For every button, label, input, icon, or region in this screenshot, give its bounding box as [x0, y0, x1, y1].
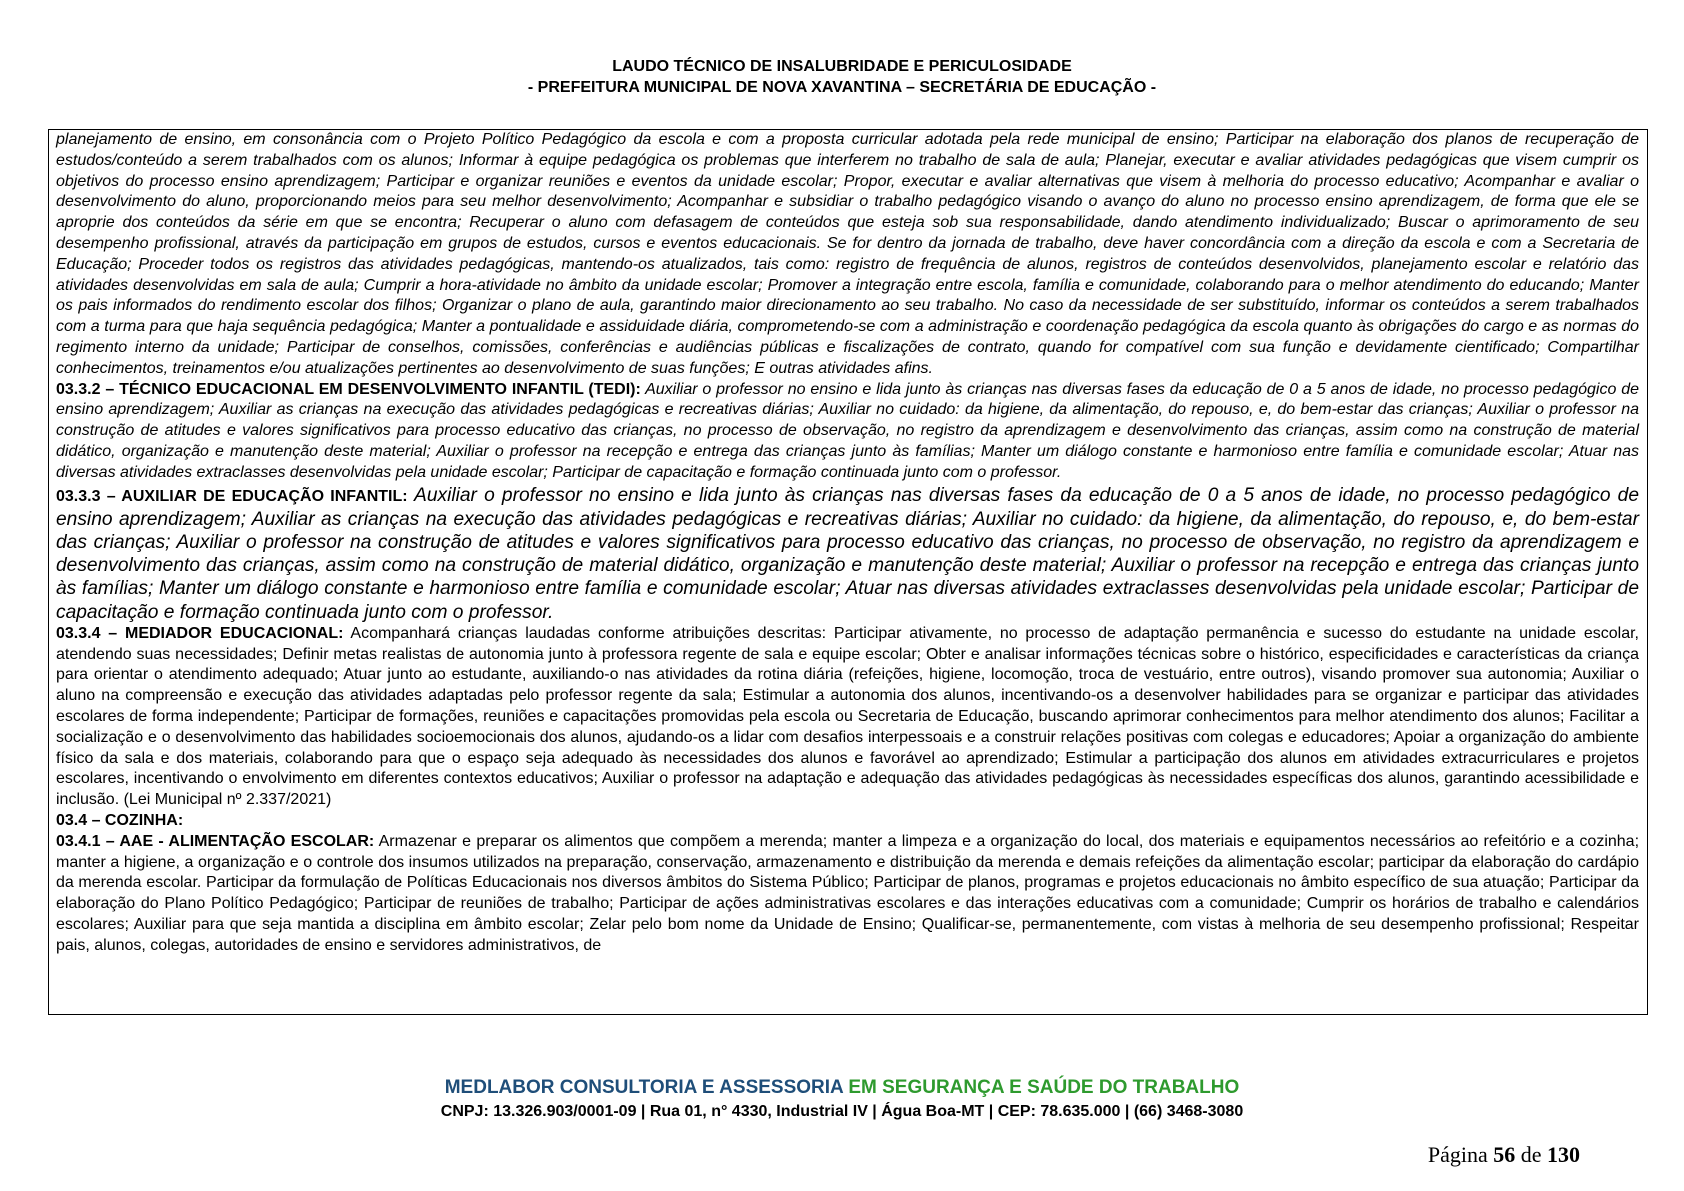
footer-address: CNPJ: 13.326.903/0001-09 | Rua 01, n° 4330, Industrial IV | Água Boa-MT | CEP: 78.635.000 | (66) 3468-3080 [440, 1103, 1244, 1120]
page-number [1428, 1141, 1580, 1169]
page-label: Página [1427, 1142, 1494, 1167]
page-current: 56 [1493, 1142, 1516, 1167]
section-3-3-3 [56, 484, 1639, 624]
header-subtitle: - PREFEITURA MUNICIPAL DE NOVA XAVANTINA – SECRETÁRIA DE EDUCAÇÃO - [527, 79, 1157, 96]
header-title: LAUDO TÉCNICO DE INSALUBRIDADE E PERICULOSIDADE [612, 58, 1072, 75]
section-3-3-4-title: 03.3.4 – MEDIADOR EDUCACIONAL: [56, 624, 344, 642]
section-3-3-2 [56, 380, 1639, 484]
section-3-4-1-title: 03.4.1 – AAE - ALIMENTAÇÃO ESCOLAR: [56, 832, 375, 850]
paragraph-continuation: planejamento de ensino, em consonância com o Projeto Político Pedagógico da escola e com a proposta curricular adotada pela rede municipal de ensino; Participar na elaboração dos planos de recuperação de estudos/conteúdo a serem trabalhados com os alunos; Informar à equipe pedagógica os problemas que interferem no trabalho de sala de aula; Planejar, executar e avaliar atividades pedagógicas que visem cumprir os objetivos do processo ensino aprendizagem; Participar e organizar reuniões e eventos da unidade escolar; Propor, executar e avaliar alternativas que visem à melhoria do processo educativo; Acompanhar e avaliar o desenvolvimento do aluno, proporcionando meios para seu melhor desenvolvimento; Acompanhar e subsidiar o trabalho pedagógico visando o avanço do aluno no processo ensino aprendizagem, de forma que ele se aproprie dos conteúdos da série em que se encontra; Recuperar o aluno com defasagem de conteúdos que esteja sob sua responsabilidade, dando atendimento individualizado; Buscar o aprimoramento de seu desempenho profissional, através da participação em grupos de estudos, cursos e eventos educacionais. Se for dentro da jornada de trabalho, deve haver concordância com a direção da escola e com a Secretaria de Educação; Proceder todos os registros das atividades pedagógicas, mantendo-os atualizados, tais como: registro de frequência de alunos, registros de conteúdos desenvolvidos, planejamento escolar e relatório das atividades desenvolvidas em sala de aula; Cumprir a hora-atividade no âmbito da unidade escolar; Promover a integração entre escola, família e comunidade, colaborando para o melhor atendimento do educando; Manter os pais informados do rendimento escolar dos filhos; Organizar o plano de aula, garantindo maior direcionamento ao seu trabalho. No caso da necessidade de ser substituído, informar os conteúdos a serem trabalhados com a turma para que haja sequência pedagógica; Manter a pontualidade e assiduidade diária, comprometendo-se com a administração e coordenação pedagógica da escola quanto às obrigações do cargo e as normas do regimento interno da unidade; Participar de conselhos, comissões, conferências e audiências públicas e fiscalizações de contrato, quando for compatível com sua função e devidamente cientificado; Compartilhar conhecimentos, treinamentos e/ou atualizações pertinentes ao desenvolvimento de suas funções; E outras atividades afins. [56, 131, 1639, 377]
section-3-3-3-title: 03.3.3 – AUXILIAR DE EDUCAÇÃO INFANTIL: [56, 487, 408, 505]
footer-company [0, 1076, 1684, 1100]
section-3-4-1 [56, 832, 1639, 957]
content-frame [48, 129, 1648, 1015]
section-3-3-4 [56, 624, 1639, 811]
footer-company-tagline: EM SEGURANÇA E SAÚDE DO TRABALHO [843, 1077, 1240, 1098]
section-3-4-1-text: Armazenar e preparar os alimentos que compõem a merenda; manter a limpeza e a organização do local, dos materiais e equipamentos necessários ao refeitório e a cozinha; manter a higiene, a organização e o controle dos insumos utilizados na preparação, conservação, armazenamento e distribuição da merenda e demais refeições da alimentação escolar; participar da elaboração do cardápio da merenda escolar. Participar da formulação de Políticas Educacionais nos diversos âmbitos do Sistema Público; Participar de planos, programas e projetos educacionais no âmbito específico de sua atuação; Participar da elaboração do Plano Político Pedagógico; Participar de reuniões de trabalho; Participar de ações administrativas escolares e das interações educativas com a comunidade; Cumprir os horários de trabalho e calendários escolares; Auxiliar para que seja mantida a disciplina em âmbito escolar; Zelar pelo bom nome da Unidade de Ensino; Qualificar-se, permanentemente, com vistas à melhoria de seu desempenho profissional; Respeitar pais, alunos, colegas, autoridades de ensino e servidores administrativos, de [56, 832, 1640, 954]
document-header [0, 56, 1684, 98]
page-separator: de [1515, 1142, 1547, 1167]
section-3-3-2-title: 03.3.2 – TÉCNICO EDUCACIONAL EM DESENVOLVIMENTO INFANTIL (TEDI): [56, 380, 641, 398]
section-3-4-title: 03.4 – COZINHA: [56, 811, 184, 829]
section-3-3-3-text: Auxiliar o professor no ensino e lida junto às crianças nas diversas fases da educação de 0 a 5 anos de idade, no processo pedagógico de ensino aprendizagem; Auxiliar as crianças na execução das atividades pedagógicas e recreativas diárias; Auxiliar no cuidado: da higiene, da alimentação, do repouso, e, do bem-estar das crianças; Auxiliar o professor na construção de atitudes e valores significativos para processo educativo das crianças, no processo de observação, no registro da aprendizagem e desenvolvimento das crianças, assim como na construção de material didático, organização e manutenção deste material; Auxiliar o professor na recepção e entrega das crianças junto às famílias; Manter um diálogo constante e harmonioso entre família e comunidade escolar; Atuar nas diversas atividades extraclasses desenvolvidas pela unidade escolar; Participar de capacitação e formação continuada junto com o professor. [56, 484, 1639, 623]
section-3-3-4-text: Acompanhará crianças laudadas conforme atribuições descritas: Participar ativamente, no processo de adaptação permanência e sucesso do estudante na unidade escolar, atendendo suas necessidades; Definir metas realistas de autonomia junto à professora regente de sala e equipe escolar; Obter e analisar informações técnicas sobre o histórico, especificidades e características da criança para orientar o atendimento adequado; Atuar junto ao estudante, auxiliando-o nas atividades da rotina diária (refeições, higiene, locomoção, troca de vestuário, entre outros), visando promover sua autonomia; Auxiliar o aluno na compreensão e execução das atividades adaptadas pelo professor regente da sala; Estimular a autonomia dos alunos, incentivando-os a desenvolver habilidades para se organizar e participar das atividades escolares de forma independente; Participar de formações, reuniões e capacitações promovidas pela escola ou Secretaria de Educação, buscando aprimorar conhecimentos para melhor atendimento dos alunos; Facilitar a socialização e o desenvolvimento das habilidades socioemocionais dos alunos, ajudando-os a lidar com desafios interpessoais e a construir relações positivas com colegas e educadores; Apoiar a organização do ambiente físico da sala e dos materiais, colaborando para que o espaço seja adequado às necessidades dos alunos e favorável ao aprendizado; Estimular a participação dos alunos em atividades extracurriculares e projetos escolares, incentivando o envolvimento em diferentes contextos educativos; Auxiliar o professor na adaptação e adequação das atividades pedagógicas às necessidades específicas dos alunos, garantindo acessibilidade e inclusão. (Lei Municipal nº 2.337/2021) [56, 624, 1640, 809]
page-total: 130 [1547, 1142, 1580, 1167]
footer-company-name: MEDLABOR CONSULTORIA E ASSESSORIA [444, 1077, 844, 1098]
section-3-3-2-text: Auxiliar o professor no ensino e lida junto às crianças nas diversas fases da educação de 0 a 5 anos de idade, no processo pedagógico de ensino aprendizagem; Auxiliar as crianças na execução das atividades pedagógicas e recreativas diárias; Auxiliar no cuidado: da higiene, da alimentação, do repouso, e, do bem-estar das crianças; Auxiliar o professor na construção de atitudes e valores significativos para processo educativo das crianças, no processo de observação, no registro da aprendizagem e desenvolvimento das crianças, assim como na construção de material didático, organização e manutenção deste material; Auxiliar o professor na recepção e entrega das crianças junto às famílias; Manter um diálogo constante e harmonioso entre família e comunidade escolar; Atuar nas diversas atividades extraclasses desenvolvidas pela unidade escolar; Participar de capacitação e formação continuada junto com o professor. [56, 380, 1639, 481]
